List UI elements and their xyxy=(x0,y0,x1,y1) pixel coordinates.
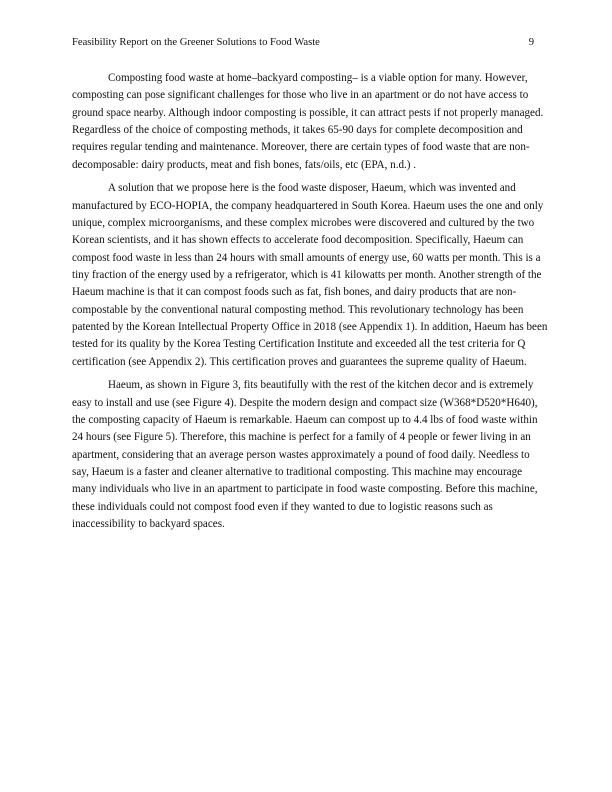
paragraph-haeum-design-capacity: Haeum, as shown in Figure 3, fits beautifully with the rest of the kitchen decor and is extremely easy to install and use (see Figure 4). Despite the modern design and compact size (W368*D520*H640), the composting capacity of Haeum is remarkable. Haeum can compost up to 4.4 lbs of food waste within 24 hours (see Figure 5). Therefore, this machine is perfect for a family of 4 people or fewer living in an apartment, considering that an average person wastes approximately a pound of food daily. Needless to say, Haeum is a faster and cleaner alternative to traditional composting. This machine may encourage many individuals who live in an apartment to participate in food waste composting. Before this machine, these individuals could not compost food even if they wanted to due to logistic reasons such as inaccessibility to backyard spaces. xyxy=(72,379,538,530)
page-number: 9 xyxy=(528,37,534,48)
body-text xyxy=(72,70,548,540)
paragraph-composting-at-home: Composting food waste at home–backyard composting– is a viable option for many. However, composting can pose significant challenges for those who live in an apartment or do not have access to ground space nearby. Although indoor composting is possible, it can attract pests if not properly managed. Regardless of the choice of composting methods, it takes 65-90 days for complete decomposition and requires regular tending and maintenance. Moreover, there are certain types of food waste that are non-decomposable: dairy products, meat and fish bones, fats/oils, etc (EPA, n.d.) . xyxy=(72,72,544,171)
paragraph-haeum-solution: A solution that we propose here is the food waste disposer, Haeum, which was invented and manufactured by ECO-HOPIA, the company headquartered in South Korea. Haeum uses the one and only unique, complex microorganisms, and these complex microbes were discovered and cultured by the two Korean scientists, and it has shown effects to accelerate food decomposition. Specifically, Haeum can compost food waste in less than 24 hours with small amounts of energy use, 60 watts per month. This is a tiny fraction of the energy used by a refrigerator, which is 41 kilowatts per month. Another strength of the Haeum machine is that it can compost foods such as fat, fish bones, and dairy products that are non-compostable by the conventional natural composting method. This revolutionary technology has been patented by the Korean Intellectual Property Office in 2018 (see Appendix 1). In addition, Haeum has been tested for its quality by the Korea Testing Certification Institute and exceeded all the test criteria for Q certification (see Appendix 2). This certification proves and guarantees the supreme quality of Haeum. xyxy=(72,182,548,368)
running-head: Feasibility Report on the Greener Solutions to Food Waste xyxy=(72,37,320,48)
